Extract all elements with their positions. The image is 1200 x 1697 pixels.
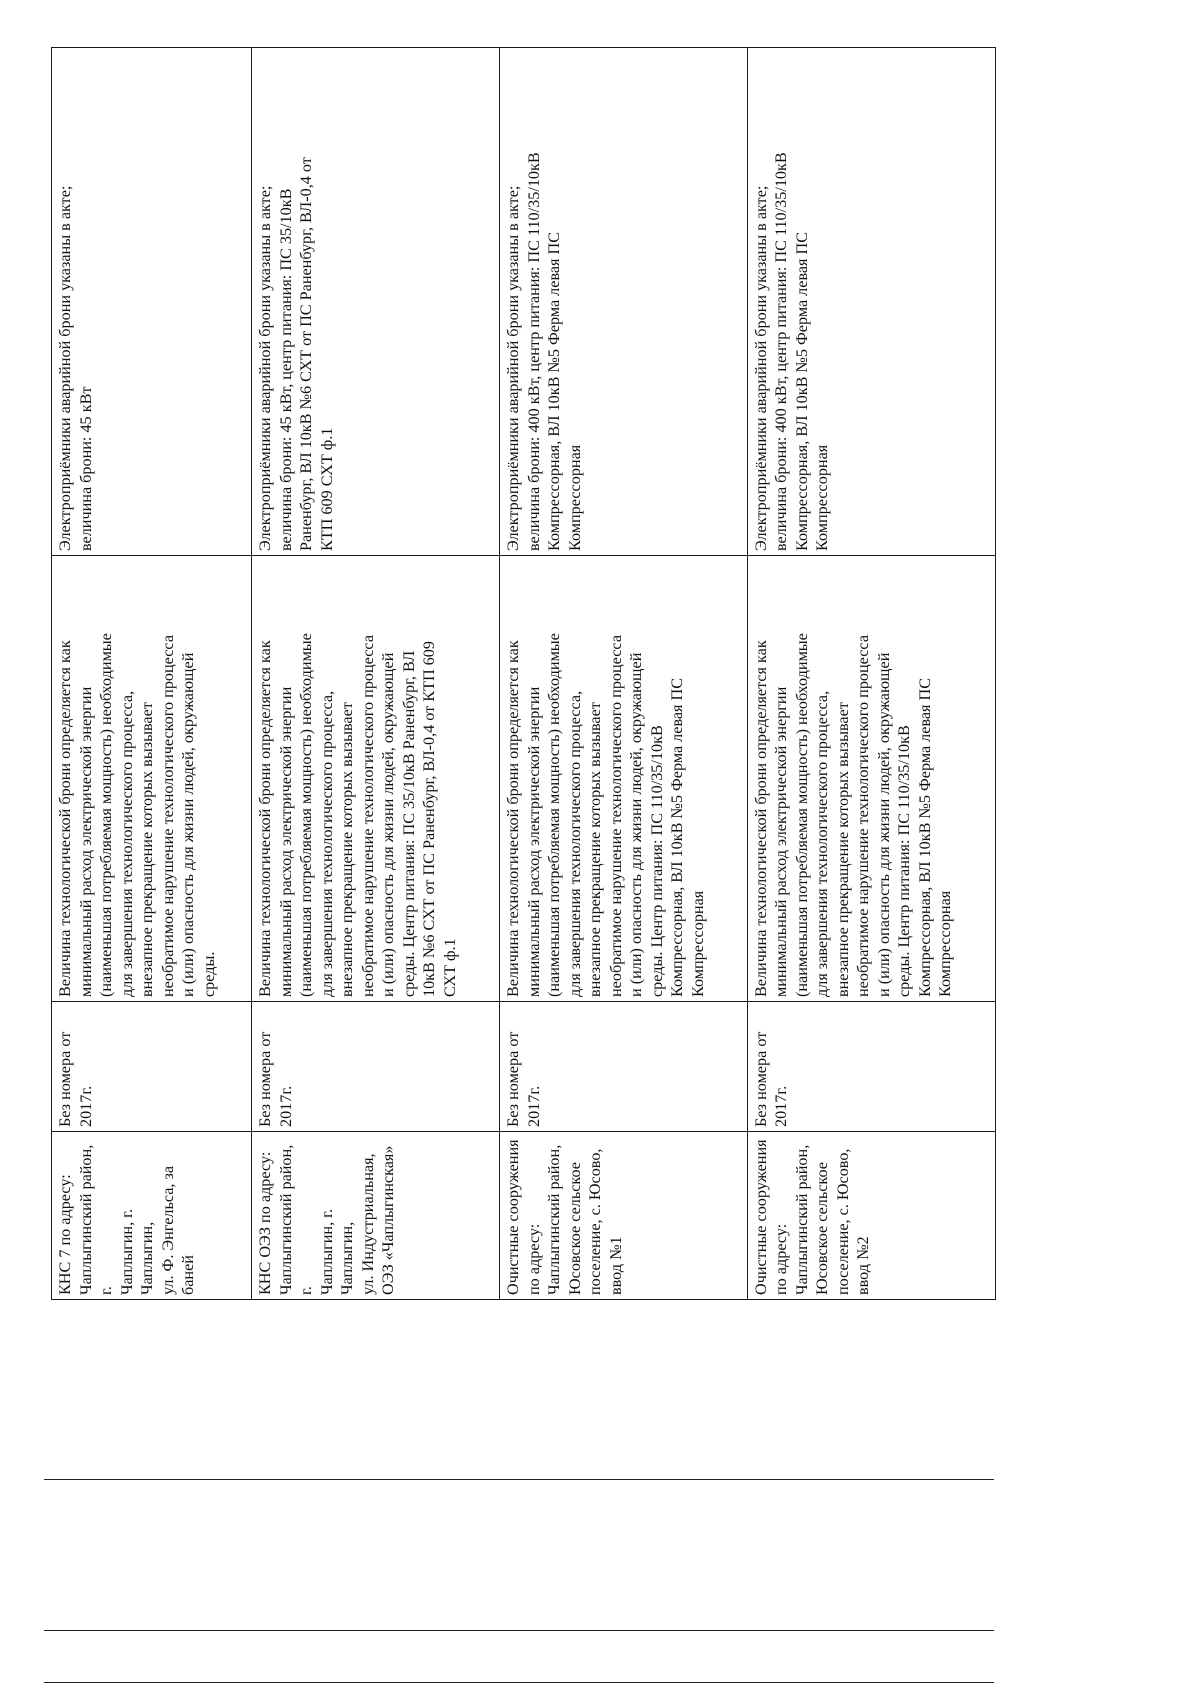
tech-reserve-cell: Величина технологической брони определяется как минимальный расход электрической энергии (наименьшая потребляемая мощность) необходимые для завершения технологического процесса, внезапное прекращение которых вызывает необратимое нарушение технологического процесса и (или) опасность для жизни людей, окружающей среды. Центр питания: ПС 35/10кВ Раненбург, ВЛ 10кВ №6 СХТ от ПС Раненбург, ВЛ-0,4 от КТП 609 СХТ ф.1: [252, 556, 500, 1002]
footer-rule: [44, 1630, 994, 1631]
act-date-cell: Без номера от 2017г.: [252, 1002, 500, 1132]
rotated-table-wrapper: [51, 48, 996, 1300]
reserve-table: [51, 47, 996, 1300]
footer-rule: [44, 1479, 994, 1480]
emergency-reserve-cell: Электроприёмники аварийной брони указаны в акте; величина брони: 45 кВт, центр питания: ПС 35/10кВ Раненбург, ВЛ 10кВ №6 СХТ от ПС Раненбург, ВЛ-0,4 от КТП 609 СХТ ф.1: [252, 48, 500, 556]
emergency-reserve-cell: Электроприёмники аварийной брони указаны в акте; величина брони: 400 кВт, центр питания: ПС 110/35/10кВ Компрессорная, ВЛ 10кВ №5 Ферма левая ПС Компрессорная: [747, 48, 995, 556]
act-date-cell: Без номера от 2017г.: [52, 1002, 252, 1132]
table-row: [500, 48, 748, 1300]
emergency-reserve-cell: Электроприёмники аварийной брони указаны в акте; величина брони: 400 кВт, центр питания: ПС 110/35/10кВ Компрессорная, ВЛ 10кВ №5 Ферма левая ПС Компрессорная: [500, 48, 748, 556]
act-date-cell: Без номера от 2017г.: [500, 1002, 748, 1132]
emergency-reserve-cell: Электроприёмники аварийной брони указаны в акте; величина брони: 45 кВт: [52, 48, 252, 556]
tech-reserve-cell: Величина технологической брони определяется как минимальный расход электрической энергии (наименьшая потребляемая мощность) необходимые для завершения технологического процесса, внезапное прекращение которых вызывает необратимое нарушение технологического процесса и (или) опасность для жизни людей, окружающей среды. Центр питания: ПС 110/35/10кВ Компрессорная, ВЛ 10кВ №5 Ферма левая ПС Компрессорная: [500, 556, 748, 1002]
object-address-cell: КНС 7 по адресу: Чаплыгинский район, г. Чаплыгин, г. Чаплыгин, ул. Ф. Энгельса, за баней: [52, 1132, 252, 1300]
act-date-cell: Без номера от 2017г.: [747, 1002, 995, 1132]
object-address-cell: КНС ОЭЗ по адресу: Чаплыгинский район, г. Чаплыгин, г. Чаплыгин, ул. Индустриальная, ОЭЗ «Чаплыгинская»: [252, 1132, 500, 1300]
tech-reserve-cell: Величина технологической брони определяется как минимальный расход электрической энергии (наименьшая потребляемая мощность) необходимые для завершения технологического процесса, внезапное прекращение которых вызывает необратимое нарушение технологического процесса и (или) опасность для жизни людей, окружающей среды. Центр питания: ПС 110/35/10кВ Компрессорная, ВЛ 10кВ №5 Ферма левая ПС Компрессорная: [747, 556, 995, 1002]
object-address-cell: Очистные сооружения по адресу: Чаплыгинский район, Юсовское сельское поселение, с. Юсово, ввод №1: [500, 1132, 748, 1300]
footer-rule: [44, 1682, 994, 1683]
table-row: [252, 48, 500, 1300]
object-address-cell: Очистные сооружения по адресу: Чаплыгинский район, Юсовское сельское поселение, с. Юсово, ввод №2: [747, 1132, 995, 1300]
table-row: [747, 48, 995, 1300]
tech-reserve-cell: Величина технологической брони определяется как минимальный расход электрической энергии (наименьшая потребляемая мощность) необходимые для завершения технологического процесса, внезапное прекращение которых вызывает необратимое нарушение технологического процесса и (или) опасность для жизни людей, окружающей среды.: [52, 556, 252, 1002]
table-row: [52, 48, 252, 1300]
